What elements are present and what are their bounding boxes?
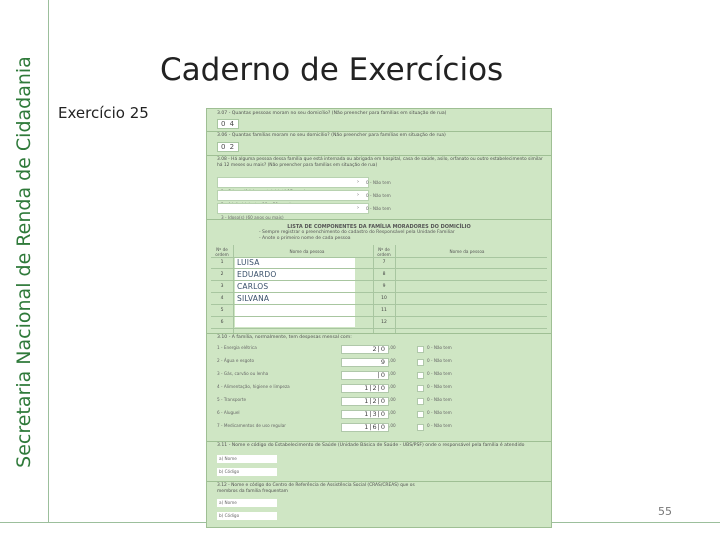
expense-unit: ,00 — [389, 397, 396, 402]
question-3-10 — [207, 333, 551, 442]
table-divider — [211, 292, 547, 293]
expense-no: 0 - Não tem — [427, 384, 452, 389]
question-3-12-text: 3.12 - Nome e código do Centro de Referência de Assistência Social (CRAS/CREAS) que os membros da família frequentam — [217, 483, 415, 494]
expense-label: 5 - Transporte — [217, 397, 247, 402]
expense-unit: ,00 — [389, 371, 396, 376]
expense-no: 0 - Não tem — [427, 410, 452, 415]
expense-value: 1|2|0 — [364, 397, 386, 405]
question-3-06 — [207, 131, 551, 156]
expense-label: 7 - Medicamentos de uso regular — [217, 423, 287, 428]
header-name: Nome da pessoa — [289, 249, 325, 254]
expense-label: 3 - Gás, carvão ou lenha — [217, 371, 269, 376]
question-3-06-text: 3.06 - Quantas famílias moram no seu domicílio? (Não preencher para famílias em situação de rua) — [217, 133, 446, 138]
question-3-07 — [207, 109, 551, 132]
q308-row — [217, 190, 391, 201]
order-number: 12 — [381, 320, 387, 325]
table-divider — [233, 245, 234, 333]
order-number: 1 — [220, 260, 224, 265]
expense-value: |0 — [377, 371, 386, 379]
member-list-note: - Anote o primeiro nome de cada pessoa — [259, 236, 351, 241]
expense-row — [217, 369, 537, 379]
expense-checkbox — [417, 411, 424, 418]
expense-value-box — [341, 358, 389, 367]
expense-row — [217, 395, 537, 405]
expense-row — [217, 343, 537, 353]
expense-value-box — [341, 371, 389, 380]
table-divider — [211, 257, 547, 258]
header-order: Nº de ordem — [215, 247, 229, 257]
order-number: 6 — [220, 320, 224, 325]
page-number: 55 — [658, 505, 672, 518]
expense-row — [217, 382, 537, 392]
expense-value-box — [341, 397, 389, 406]
expense-row — [217, 408, 537, 418]
question-3-11-text: 3.11 - Nome e código do Estabelecimento de Saúde (Unidade Básica de Saúde - UBS/PSF) onde o responsável pela família é atendido — [217, 443, 525, 448]
expense-value-box — [341, 345, 389, 354]
member-list — [207, 219, 551, 334]
sidebar-divider — [48, 0, 49, 522]
order-number: 10 — [381, 296, 387, 301]
question-3-10-text: 3.10 - A família, normalmente, tem despesas mensal com: — [217, 335, 352, 340]
health-unit-code-label: b) Código — [219, 469, 240, 474]
expense-label: 6 - Aluguel — [217, 410, 240, 415]
member-table — [207, 245, 551, 333]
order-number: 9 — [382, 284, 386, 289]
order-number: 8 — [382, 272, 386, 277]
q308-row-label: 3 - Idoso(s) (60 anos ou mais) — [221, 215, 284, 220]
expense-unit: ,00 — [389, 410, 396, 415]
question-3-12 — [207, 481, 551, 527]
sidebar-title — [0, 0, 48, 520]
person-name: LUISA — [237, 258, 260, 267]
health-unit-name-label: a) Nome — [219, 456, 237, 461]
expense-row — [217, 421, 537, 431]
question-3-08 — [207, 155, 551, 220]
table-divider — [211, 328, 547, 329]
expense-value: 2|0 — [372, 345, 386, 353]
sidebar-title-text: Secretaria Nacional de Renda de Cidadania — [13, 56, 35, 468]
order-number: 5 — [220, 308, 224, 313]
order-number: 2 — [220, 272, 224, 277]
question-3-08-text: 3.08 - Há alguma pessoa dessa família que está internada ou abrigada em hospital, casa de saúde, asilo, orfanato ou outro estabelecimento similar há 12 meses ou mais? (Não preencher para famílias em situação de rua) — [217, 157, 543, 168]
expense-no: 0 - Não tem — [427, 423, 452, 428]
expense-no: 0 - Não tem — [427, 371, 452, 376]
expense-checkbox — [417, 359, 424, 366]
expense-unit: ,00 — [389, 423, 396, 428]
expense-value: 1|2|0 — [364, 384, 386, 392]
table-divider — [211, 268, 547, 269]
expense-no: 0 - Não tem — [427, 358, 452, 363]
order-number: 4 — [220, 296, 224, 301]
expense-label: 1 - Energia elétrica — [217, 345, 257, 350]
question-3-07-text: 3.07 - Quantas pessoas moram no seu domicílio? (Não preencher para famílias em situação de rua) — [217, 111, 447, 116]
person-name: SILVANA — [237, 294, 270, 303]
expense-unit: ,00 — [389, 384, 396, 389]
header-order-2: Nº de ordem — [377, 247, 391, 257]
expense-checkbox — [417, 398, 424, 405]
expense-value-box — [341, 423, 389, 432]
question-3-11 — [207, 441, 551, 482]
expense-unit: ,00 — [389, 345, 396, 350]
expense-checkbox — [417, 372, 424, 379]
expense-value-box — [341, 410, 389, 419]
order-number: 3 — [220, 284, 224, 289]
header-name-2: Nome da pessoa — [449, 249, 485, 254]
cras-code-label: b) Código — [219, 513, 240, 518]
expense-no: 0 - Não tem — [427, 345, 452, 350]
expense-checkbox — [417, 385, 424, 392]
person-name: CARLOS — [237, 282, 269, 291]
expense-row — [217, 356, 537, 366]
table-divider — [211, 280, 547, 281]
arrow-icon: › — [357, 179, 359, 185]
q308-row-no: 0 - Não tem — [366, 180, 391, 185]
expense-value-box — [341, 384, 389, 393]
expense-checkbox — [417, 346, 424, 353]
expense-value: 1|3|0 — [364, 410, 386, 418]
slide-title: Caderno de Exercícios — [160, 52, 504, 88]
scanned-form — [206, 108, 552, 528]
expense-unit: ,00 — [389, 358, 396, 363]
table-divider — [395, 245, 396, 333]
q308-row-no: 0 - Não tem — [366, 206, 391, 211]
member-list-title: LISTA DE COMPONENTES DA FAMÍLIA MORADORES DO DOMICÍLIO — [287, 224, 471, 230]
order-number: 11 — [381, 308, 387, 313]
expense-no: 0 - Não tem — [427, 397, 452, 402]
expense-label: 2 - Água e esgoto — [217, 358, 255, 363]
person-name: EDUARDO — [237, 270, 277, 279]
table-divider — [373, 245, 374, 333]
member-list-note: - Sempre registrar o preenchimento do cadastro do Responsável pela Unidade Familiar — [259, 230, 455, 235]
arrow-icon: › — [357, 192, 359, 198]
arrow-icon: › — [357, 205, 359, 211]
q308-row — [217, 177, 391, 188]
q308-row — [217, 203, 391, 220]
expense-value: 9 — [380, 358, 386, 366]
expense-checkbox — [417, 424, 424, 431]
order-number: 7 — [382, 260, 386, 265]
question-3-06-value: 0 2 — [217, 142, 239, 152]
expense-label: 4 - Alimentação, higiene e limpeza — [217, 384, 290, 389]
exercise-label: Exercício 25 — [58, 104, 149, 122]
cras-name-label: a) Nome — [219, 500, 237, 505]
question-3-07-value: 0 4 — [217, 119, 239, 129]
table-divider — [211, 304, 547, 305]
q308-row-no: 0 - Não tem — [366, 193, 391, 198]
table-divider — [211, 316, 547, 317]
expense-value: 1|6|0 — [364, 423, 386, 431]
